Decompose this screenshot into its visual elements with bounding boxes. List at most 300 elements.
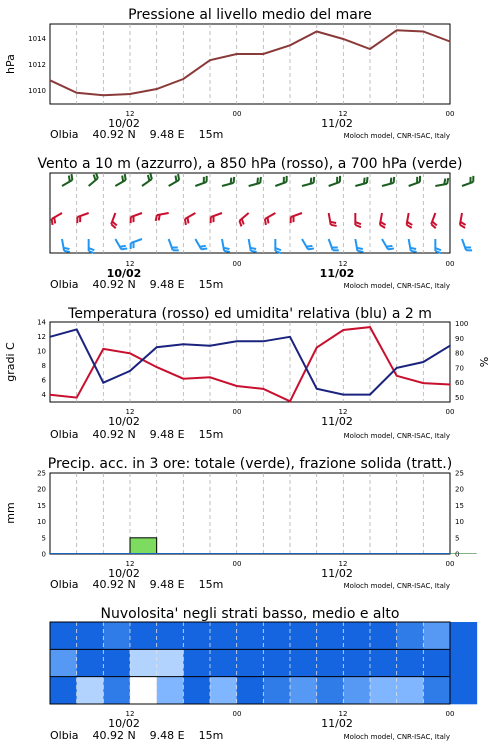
ytick-label: 15 [37, 502, 46, 510]
wind-barb-feather [122, 176, 123, 182]
time-tick-label: 00 [446, 110, 455, 118]
wind-barb-feather [239, 221, 241, 227]
pressure-series-line [50, 30, 450, 95]
ytick-label: 14 [37, 319, 46, 327]
wind-barb-shaft [77, 213, 88, 217]
wind-barb [382, 177, 394, 186]
wind-barb-feather [307, 246, 313, 247]
wind-barb [115, 239, 127, 249]
wind-barb-feather [71, 174, 72, 180]
wind-barb [156, 213, 169, 221]
precip-ytick-labels-left [37, 470, 46, 559]
wind-barb-feather [242, 219, 244, 225]
wind-barb [329, 176, 340, 186]
ytick-label: 12 [37, 333, 46, 341]
date-label: 11/02 [320, 267, 355, 280]
humidity-point [449, 345, 451, 347]
pressure-x-axis [50, 110, 454, 141]
wind-barb-feather [185, 219, 186, 225]
temperature-point [423, 382, 425, 384]
cloud-cell [263, 649, 290, 677]
time-tick-label: 00 [233, 110, 242, 118]
temperature-point [236, 385, 238, 387]
wind-barb [460, 213, 466, 228]
date-label: 11/02 [321, 717, 353, 730]
humidity-point [263, 340, 265, 342]
wind-barb [380, 213, 386, 228]
wind-barb-feather [64, 248, 70, 249]
cloud-cell [157, 649, 184, 677]
wind-barb-shaft [195, 182, 206, 186]
cloud-cell [317, 649, 344, 677]
wind-barb-shaft [131, 213, 142, 217]
temp-grid [77, 322, 424, 402]
wind-barb [275, 239, 281, 253]
temperature-point [49, 394, 51, 396]
wind-barb [407, 213, 413, 228]
wind-barb [409, 239, 417, 252]
wind-barb-shaft [185, 213, 195, 219]
precip-plot-frame [50, 473, 450, 554]
wind-barb-feather [178, 174, 179, 180]
wind-x-axis [50, 260, 454, 291]
wind-barb-feather [357, 251, 363, 252]
time-tick-label: 12 [339, 110, 348, 118]
wind-barb [62, 239, 70, 252]
wind-barb-shaft [265, 213, 275, 219]
cloud-title: Nuvolosita' negli strati basso, medio e alto [101, 606, 400, 622]
wind-barb-shaft [329, 182, 340, 186]
pressure-grid [77, 24, 424, 104]
wind-barb-shaft [435, 184, 447, 186]
time-tick-label: 00 [233, 408, 242, 416]
wind-barb-shaft [195, 239, 201, 249]
date-label: 11/02 [321, 415, 353, 428]
temperature-point [396, 375, 398, 377]
wind-barb-feather [201, 248, 207, 249]
wind-barb-shaft [89, 178, 98, 186]
time-tick-label: 12 [126, 260, 135, 268]
ytick-label: 90 [455, 335, 464, 343]
wind-barb [462, 239, 472, 250]
wind-barb-feather [391, 178, 392, 184]
cloud-cell [103, 622, 130, 650]
wind-barb-shaft [249, 239, 251, 251]
humidity-point [129, 370, 131, 372]
time-tick-label: 00 [233, 710, 242, 718]
cloud-heatmap [50, 622, 477, 704]
pressure-ytick-label: 1010 [28, 87, 46, 95]
temperature-point [156, 366, 158, 368]
cloud-cell [50, 677, 77, 705]
wind-barbs [52, 173, 474, 254]
wind-barb-feather [311, 178, 312, 184]
pressure-ylabel: hPa [4, 54, 17, 74]
pressure-point [103, 94, 105, 96]
wind-barb-feather [188, 218, 189, 224]
date-label: 10/02 [108, 415, 140, 428]
date-label: 11/02 [321, 567, 353, 580]
wind-barb-feather [367, 177, 368, 183]
humidity-point [369, 394, 371, 396]
cloud-cell [210, 622, 237, 650]
wind-barb [195, 239, 207, 249]
wind-title: Vento a 10 m (azzurro), a 850 hPa (rosso), a 700 hPa (verde) [37, 156, 462, 172]
cloud-cell [103, 677, 130, 705]
ytick-label: 5 [455, 534, 459, 542]
time-tick-label: 12 [126, 560, 135, 568]
wind-barb-shaft [222, 239, 224, 251]
time-tick-label: 12 [339, 260, 348, 268]
wind-barb [302, 239, 314, 249]
wind-barb-feather [120, 246, 126, 247]
wind-barb-feather [54, 218, 55, 224]
cloud-cell [397, 677, 424, 705]
time-tick-label: 00 [233, 260, 242, 268]
temp-ylabel: gradi C [4, 342, 17, 382]
wind-barb [89, 173, 98, 186]
wind-barb-feather [411, 251, 417, 252]
cloud-cell [157, 622, 184, 650]
precip-x-axis [50, 560, 454, 591]
wind-barb [355, 177, 367, 186]
location-label: Olbia 40.92 N 9.48 E 15m [50, 578, 223, 591]
wind-barb-feather [224, 251, 230, 252]
model-credit: Moloch model, CNR-ISAC, Italy [344, 282, 450, 290]
wind-barb [462, 176, 473, 186]
wind-barb-shaft [302, 239, 308, 249]
pressure-point [156, 88, 158, 90]
wind-barb-feather [156, 215, 157, 221]
wind-barb-feather [314, 177, 315, 183]
date-label: 11/02 [321, 117, 353, 130]
time-tick-label: 00 [446, 710, 455, 718]
precip-title: Precip. acc. in 3 ore: totale (verde), frazione solida (tratt.) [48, 456, 452, 472]
wind-barb-feather [64, 251, 70, 252]
humidity-point [76, 329, 78, 331]
cloud-cell [183, 677, 210, 705]
time-tick-label: 12 [339, 710, 348, 718]
cloud-cell [290, 649, 317, 677]
wind-barb-shaft [115, 180, 125, 186]
wind-barb [329, 213, 337, 226]
temperature-point [263, 388, 265, 390]
location-label: Olbia 40.92 N 9.48 E 15m [50, 128, 223, 141]
wind-barb-feather [265, 219, 266, 225]
wind-barb [355, 213, 361, 227]
wind-barb [169, 174, 179, 186]
temp-ytick-labels [37, 319, 46, 400]
wind-barb-feather [308, 248, 314, 249]
wind-barb-feather [260, 177, 261, 183]
wind-barb [131, 239, 142, 249]
ytick-label: 10 [455, 518, 464, 526]
wind-barb-feather [125, 174, 126, 180]
wind-barb-feather [250, 248, 256, 249]
wind-barb-feather [175, 176, 176, 182]
location-label: Olbia 40.92 N 9.48 E 15m [50, 729, 223, 742]
pressure-point [236, 53, 238, 55]
cloud-cell [237, 649, 264, 677]
cloud-cell [210, 649, 237, 677]
time-tick-label: 12 [126, 710, 135, 718]
cloud-cell [343, 649, 370, 677]
wind-barb-shaft [62, 239, 64, 251]
wind-barb-feather [257, 178, 258, 184]
humidity-point [156, 346, 158, 348]
cloud-cell [290, 622, 317, 650]
cloud-cell [183, 649, 210, 677]
time-tick-label: 00 [446, 260, 455, 268]
wind-barb-shaft [275, 182, 286, 186]
cloud-cell [423, 677, 450, 705]
ytick-label: 60 [455, 379, 464, 387]
precip-bar [130, 538, 157, 554]
temperature-point [449, 384, 451, 386]
wind-barb [185, 213, 195, 225]
date-label: 10/02 [107, 267, 142, 280]
cloud-cell [77, 622, 104, 650]
cloud-cell [450, 622, 477, 650]
time-tick-label: 00 [446, 408, 455, 416]
model-credit: Moloch model, CNR-ISAC, Italy [344, 132, 450, 140]
cloud-cell [423, 649, 450, 677]
wind-barb [355, 239, 363, 252]
date-label: 10/02 [108, 567, 140, 580]
wind-barb-feather [121, 248, 127, 249]
humidity-point [49, 336, 51, 338]
temperature-point [129, 352, 131, 354]
wind-barb-feather [268, 218, 269, 224]
temperature-point [76, 397, 78, 399]
wind-barb [169, 239, 179, 250]
ytick-label: 10 [37, 518, 46, 526]
temp-title: Temperatura (rosso) ed umidita' relativa (blu) a 2 m [67, 306, 432, 322]
pressure-point [396, 29, 398, 31]
cloud-cell [370, 622, 397, 650]
wind-barb [77, 213, 88, 223]
temperature-point [289, 400, 291, 402]
pressure-point [369, 48, 371, 50]
precip-grid [77, 473, 424, 554]
wind-barb-shaft [222, 183, 234, 186]
wind-barb-feather [69, 176, 70, 182]
humidity-ytick-labels [455, 320, 468, 402]
pressure-point [316, 31, 318, 33]
wind-barb-shaft [142, 179, 152, 186]
wind-barb-shaft [409, 239, 411, 251]
pressure-ytick-label: 1012 [28, 61, 46, 69]
cloud-cell [130, 677, 157, 705]
ytick-label: 15 [455, 502, 464, 510]
wind-barb [222, 239, 230, 252]
pressure-points [49, 29, 451, 96]
wind-barb-shaft [329, 239, 333, 250]
cloud-cell [77, 677, 104, 705]
wind-barb [211, 213, 222, 223]
wind-barb-feather [355, 225, 361, 227]
precip-bar [450, 553, 477, 554]
pressure-point [49, 79, 51, 81]
wind-barb-feather [234, 177, 235, 183]
time-tick-label: 00 [233, 560, 242, 568]
date-label: 10/02 [108, 117, 140, 130]
wind-barb-feather [148, 175, 149, 181]
temperature-point [316, 347, 318, 349]
cloud-cell [183, 622, 210, 650]
pressure-ytick-label: 1014 [28, 35, 46, 43]
wind-barb-feather [331, 225, 337, 226]
wind-barb [435, 239, 441, 253]
date-label: 10/02 [108, 717, 140, 730]
wind-barb-feather [224, 248, 230, 249]
humidity-point [396, 367, 398, 369]
wind-barb [115, 174, 125, 186]
wind-barb-feather [447, 178, 448, 184]
wind-barb-shaft [169, 239, 173, 250]
wind-barb-shaft [382, 183, 394, 186]
pressure-point [343, 38, 345, 40]
cloud-cell [77, 649, 104, 677]
temperature-point [183, 378, 185, 380]
wind-barb-feather [94, 175, 96, 181]
temperature-point [103, 348, 105, 350]
pressure-point [183, 78, 185, 80]
wind-barb [275, 176, 286, 186]
humidity-point [209, 345, 211, 347]
ytick-label: 10 [37, 348, 46, 356]
wind-barb-feather [394, 177, 395, 183]
wind-barb [52, 213, 62, 225]
cloud-cell [237, 622, 264, 650]
pressure-point [209, 59, 211, 61]
model-credit: Moloch model, CNR-ISAC, Italy [344, 733, 450, 741]
cloud-cell [263, 622, 290, 650]
wind-barb-shaft [211, 213, 222, 217]
wind-barb-feather [357, 248, 363, 249]
temp-x-axis [50, 408, 454, 441]
wind-barb [131, 213, 142, 223]
location-label: Olbia 40.92 N 9.48 E 15m [50, 278, 223, 291]
cloud-cell [103, 649, 130, 677]
wind-barb-shaft [115, 239, 121, 249]
cloud-cell [290, 677, 317, 705]
humidity-point [423, 361, 425, 363]
wind-barb-feather [231, 178, 232, 184]
wind-barb [239, 213, 248, 226]
wind-barb-shaft [462, 239, 466, 250]
wind-barb-shaft [52, 213, 62, 219]
cloud-cell [397, 622, 424, 650]
ytick-label: 5 [42, 534, 46, 542]
precip-ylabel: mm [4, 502, 17, 523]
pressure-point [289, 44, 291, 46]
wind-barb-shaft [409, 182, 420, 186]
wind-barb [111, 213, 117, 228]
wind-barb [265, 213, 275, 225]
wind-barb-shaft [355, 183, 367, 186]
cloud-cell [450, 649, 477, 677]
ytick-label: 50 [455, 394, 464, 402]
wind-barb-shaft [249, 183, 261, 186]
ytick-label: 100 [455, 320, 468, 328]
wind-barb [435, 178, 448, 186]
wind-barb-shaft [62, 180, 72, 186]
wind-barb-shaft [462, 182, 473, 186]
cloud-cell [343, 622, 370, 650]
wind-barb-feather [364, 178, 365, 184]
precip-ytick-labels-right [455, 470, 464, 559]
ytick-label: 25 [455, 470, 464, 478]
wind-barb-feather [388, 248, 394, 249]
time-tick-label: 12 [339, 560, 348, 568]
ytick-label: 0 [42, 551, 46, 559]
wind-barb [302, 177, 314, 186]
wind-barb [409, 176, 420, 186]
cloud-cell [50, 622, 77, 650]
wind-barb [291, 213, 302, 223]
cloud-cell [263, 677, 290, 705]
wind-barb [195, 176, 206, 186]
wind-barb [249, 177, 261, 186]
pressure-ytick-labels [28, 35, 46, 95]
temperature-point [343, 329, 345, 331]
wind-barb [382, 239, 394, 249]
humidity-ylabel: % [478, 357, 491, 367]
wind-barb-shaft [302, 183, 314, 186]
time-tick-label: 12 [126, 408, 135, 416]
wind-barb [249, 239, 257, 252]
humidity-point [183, 343, 185, 345]
model-credit: Moloch model, CNR-ISAC, Italy [344, 582, 450, 590]
ytick-label: 25 [37, 470, 46, 478]
humidity-point [103, 382, 105, 384]
wind-barb [329, 239, 339, 250]
wind-barb-feather [150, 173, 151, 179]
wind-barb-feather [251, 251, 257, 252]
wind-barb-shaft [382, 239, 388, 249]
cloud-cell [317, 677, 344, 705]
model-credit: Moloch model, CNR-ISAC, Italy [344, 432, 450, 440]
ytick-label: 20 [455, 486, 464, 494]
cloud-cell [210, 677, 237, 705]
wind-barb-feather [410, 248, 416, 249]
wind-barb-shaft [131, 239, 142, 243]
humidity-point [343, 394, 345, 396]
ytick-label: 6 [42, 377, 47, 385]
wind-barb [222, 177, 234, 186]
wind-barb-feather [159, 215, 160, 221]
wind-barb-shaft [355, 239, 357, 251]
pressure-point [263, 53, 265, 55]
wind-barb-shaft [329, 213, 331, 225]
ytick-label: 4 [42, 391, 47, 399]
wind-barb [431, 213, 437, 228]
time-tick-label: 00 [446, 560, 455, 568]
ytick-label: 80 [455, 350, 464, 358]
cloud-cell [237, 677, 264, 705]
cloud-cell [50, 649, 77, 677]
time-tick-label: 12 [126, 110, 135, 118]
cloud-cell [423, 622, 450, 650]
cloud-cell [157, 677, 184, 705]
wind-barb [89, 239, 95, 253]
cloud-cell [130, 649, 157, 677]
pressure-point [129, 93, 131, 95]
cloud-cell [397, 649, 424, 677]
cloud-cell [370, 649, 397, 677]
wind-barb-feather [387, 246, 393, 247]
